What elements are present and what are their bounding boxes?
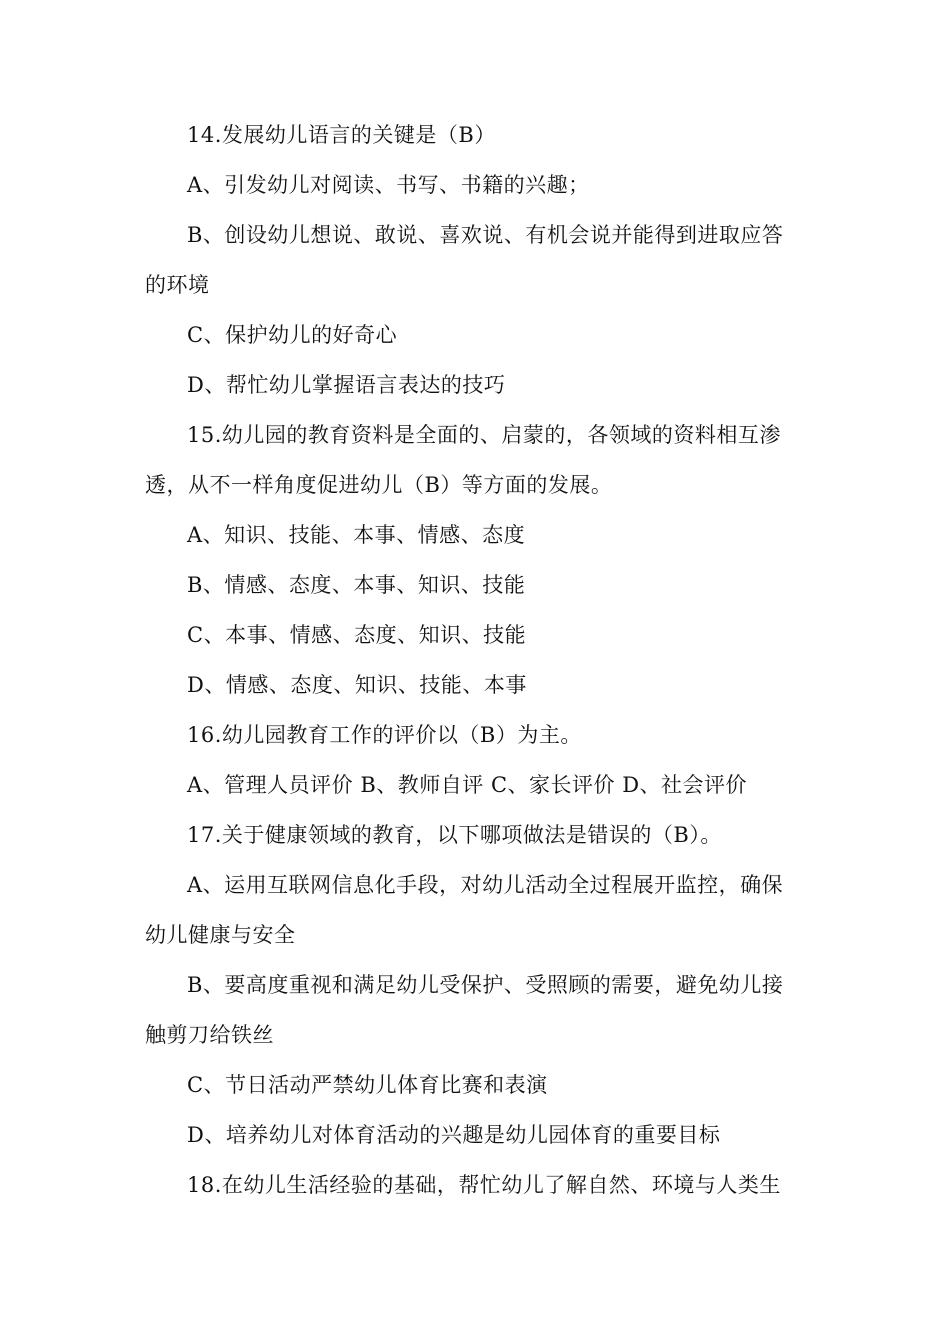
- question-14-option-d: D、帮忙幼儿掌握语言表达的技巧: [187, 373, 506, 397]
- question-17-option-a: A、运用互联网信息化手段，对幼儿活动全过程展开监控，确保: [187, 873, 784, 897]
- question-14-option-b-cont: 的环境: [145, 273, 210, 297]
- question-18: 18.在幼儿生活经验的基础，帮忙幼儿了解自然、环境与人类生: [187, 1173, 781, 1197]
- question-15-option-b: B、情感、态度、本事、知识、技能: [187, 573, 526, 597]
- question-14: 14.发展幼儿语言的关键是（B）: [187, 123, 496, 147]
- question-16: 16.幼儿园教育工作的评价以（B）为主。: [187, 723, 582, 747]
- question-17-option-a-cont: 幼儿健康与安全: [145, 923, 296, 947]
- question-15-option-d: D、情感、态度、知识、技能、本事: [187, 673, 527, 697]
- question-14-option-b: B、创设幼儿想说、敢说、喜欢说、有机会说并能得到进取应答: [187, 223, 784, 247]
- question-17-option-c: C、节日活动严禁幼儿体育比赛和表演: [187, 1073, 548, 1097]
- question-17-option-d: D、培养幼儿对体育活动的兴趣是幼儿园体育的重要目标: [187, 1123, 721, 1147]
- question-16-options: A、管理人员评价 B、教师自评 C、家长评价 D、社会评价: [187, 773, 748, 797]
- question-15-option-a: A、知识、技能、本事、情感、态度: [187, 523, 526, 547]
- question-17-option-b-cont: 触剪刀给铁丝: [145, 1023, 274, 1047]
- question-17: 17.关于健康领域的教育，以下哪项做法是错误的（B）。: [187, 823, 722, 847]
- question-15-cont: 透，从不一样角度促进幼儿（B）等方面的发展。: [145, 473, 613, 497]
- question-15-option-c: C、本事、情感、态度、知识、技能: [187, 623, 527, 647]
- question-15: 15.幼儿园的教育资料是全面的、启蒙的，各领域的资料相互渗: [187, 423, 781, 447]
- question-14-option-a: A、引发幼儿对阅读、书写、书籍的兴趣；: [187, 173, 590, 197]
- question-17-option-b: B、要高度重视和满足幼儿受保护、受照顾的需要，避免幼儿接: [187, 973, 784, 997]
- question-14-option-c: C、保护幼儿的好奇心: [187, 323, 398, 347]
